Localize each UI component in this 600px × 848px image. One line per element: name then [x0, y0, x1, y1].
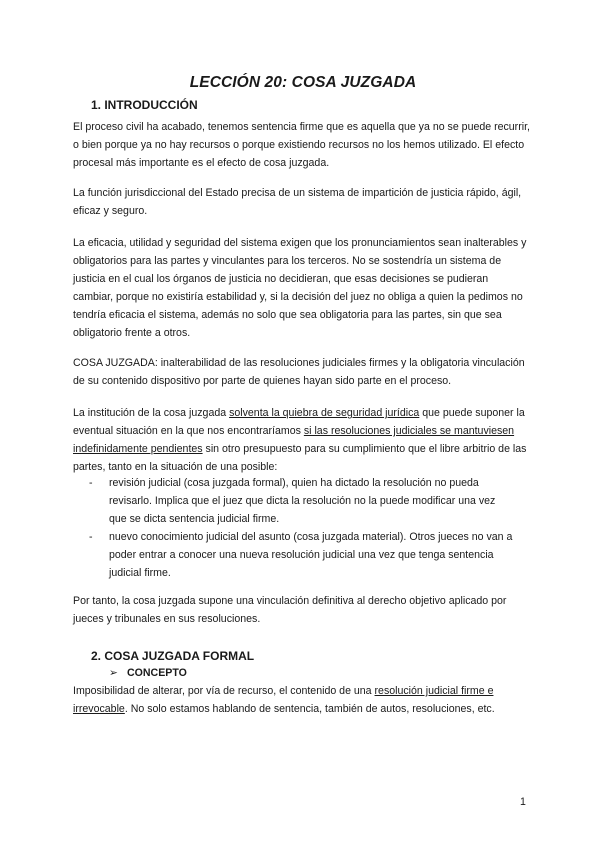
intro-paragraph-5: [73, 404, 531, 476]
subheading-concepto: [109, 667, 187, 679]
underlined-phrase: resolución judicial firme e irrevocable: [73, 685, 494, 715]
paragraph-text: que puede suponer la eventual situación en la que nos encontraríamos: [73, 407, 525, 437]
page-number: 1: [520, 796, 526, 808]
paragraph-text: La institución de la cosa juzgada: [73, 407, 230, 419]
page-title: LECCIÓN 20: COSA JUZGADA: [189, 74, 417, 91]
list-item-text: revisión judicial (cosa juzgada formal), quien ha dictado la resolución no pueda revisarlo. Implica que el juez que dicta la resolución no la puede modificar una vez que se dicta sentencia judicial firme.: [109, 477, 496, 525]
bullet-list: [73, 474, 513, 582]
underlined-phrase: solventa la quiebra de seguridad jurídica: [229, 407, 420, 419]
section-2-heading: 2. COSA JUZGADA FORMAL: [91, 649, 255, 663]
list-item-text: nuevo conocimiento judicial del asunto (cosa juzgada material). Otros jueces no van a poder entrar a conocer una nueva resolución judicial una vez que tenga sentencia judicial firme.: [109, 531, 513, 579]
arrow-bullet-icon: ➢: [109, 667, 118, 679]
intro-paragraph-6: Por tanto, la cosa juzgada supone una vinculación definitiva al derecho objetivo aplicado por jueces y tribunales en sus resoluciones.: [73, 595, 507, 625]
intro-paragraph-2: La función jurisdiccional del Estado precisa de un sistema de impartición de justicia rápido, ágil, eficaz y seguro.: [73, 187, 522, 217]
underlined-phrase: si las resoluciones judiciales se mantuviesen indefinidamente pendientes: [73, 425, 515, 455]
list-item: [73, 528, 513, 582]
cosa-juzgada-definition: COSA JUZGADA: inalterabilidad de las resoluciones judiciales firmes y la obligatoria vinculación de su contenido dispositivo por parte de quienes hayan sido parte en el proceso.: [73, 357, 525, 387]
intro-paragraph-3: La eficacia, utilidad y seguridad del sistema exigen que los pronunciamientos sean inalterables y obligatorios para las partes y vinculantes para los terceros. No se sostendría un sistema de justicia en el cual los órganos de justicia no decidieran, que esas decisiones se pudieran cambiar, porque no existiría estabilidad y, si la decisión del juez no obliga a quien la pedimos no tendría eficacia el sistema, además no solo que sea obligatoria para las partes, sin que sea obligatorio frente a otros.: [73, 237, 527, 339]
paragraph-text: Imposibilidad de alterar, por vía de recurso, el contenido de una: [73, 685, 375, 697]
bullet-dash: -: [89, 531, 93, 543]
paragraph-text: . No solo estamos hablando de sentencia, también de autos, resoluciones, etc.: [124, 703, 495, 715]
section-1-heading: 1. INTRODUCCIÓN: [91, 98, 198, 112]
intro-paragraph-1: El proceso civil ha acabado, tenemos sentencia firme que es aquella que ya no se puede recurrir, o bien porque ya no hay recursos o porque existiendo recursos no los hemos utilizado. El efecto procesal más importante es el efecto de cosa juzgada.: [73, 121, 530, 169]
bullet-dash: -: [89, 477, 93, 489]
subheading-label: CONCEPTO: [127, 667, 187, 679]
concepto-paragraph: [73, 682, 531, 718]
paragraph-text: sin otro presupuesto para su cumplimiento que el libre arbitrio de las partes, tanto en la situación de una posible:: [73, 443, 527, 473]
list-item: [73, 474, 513, 528]
